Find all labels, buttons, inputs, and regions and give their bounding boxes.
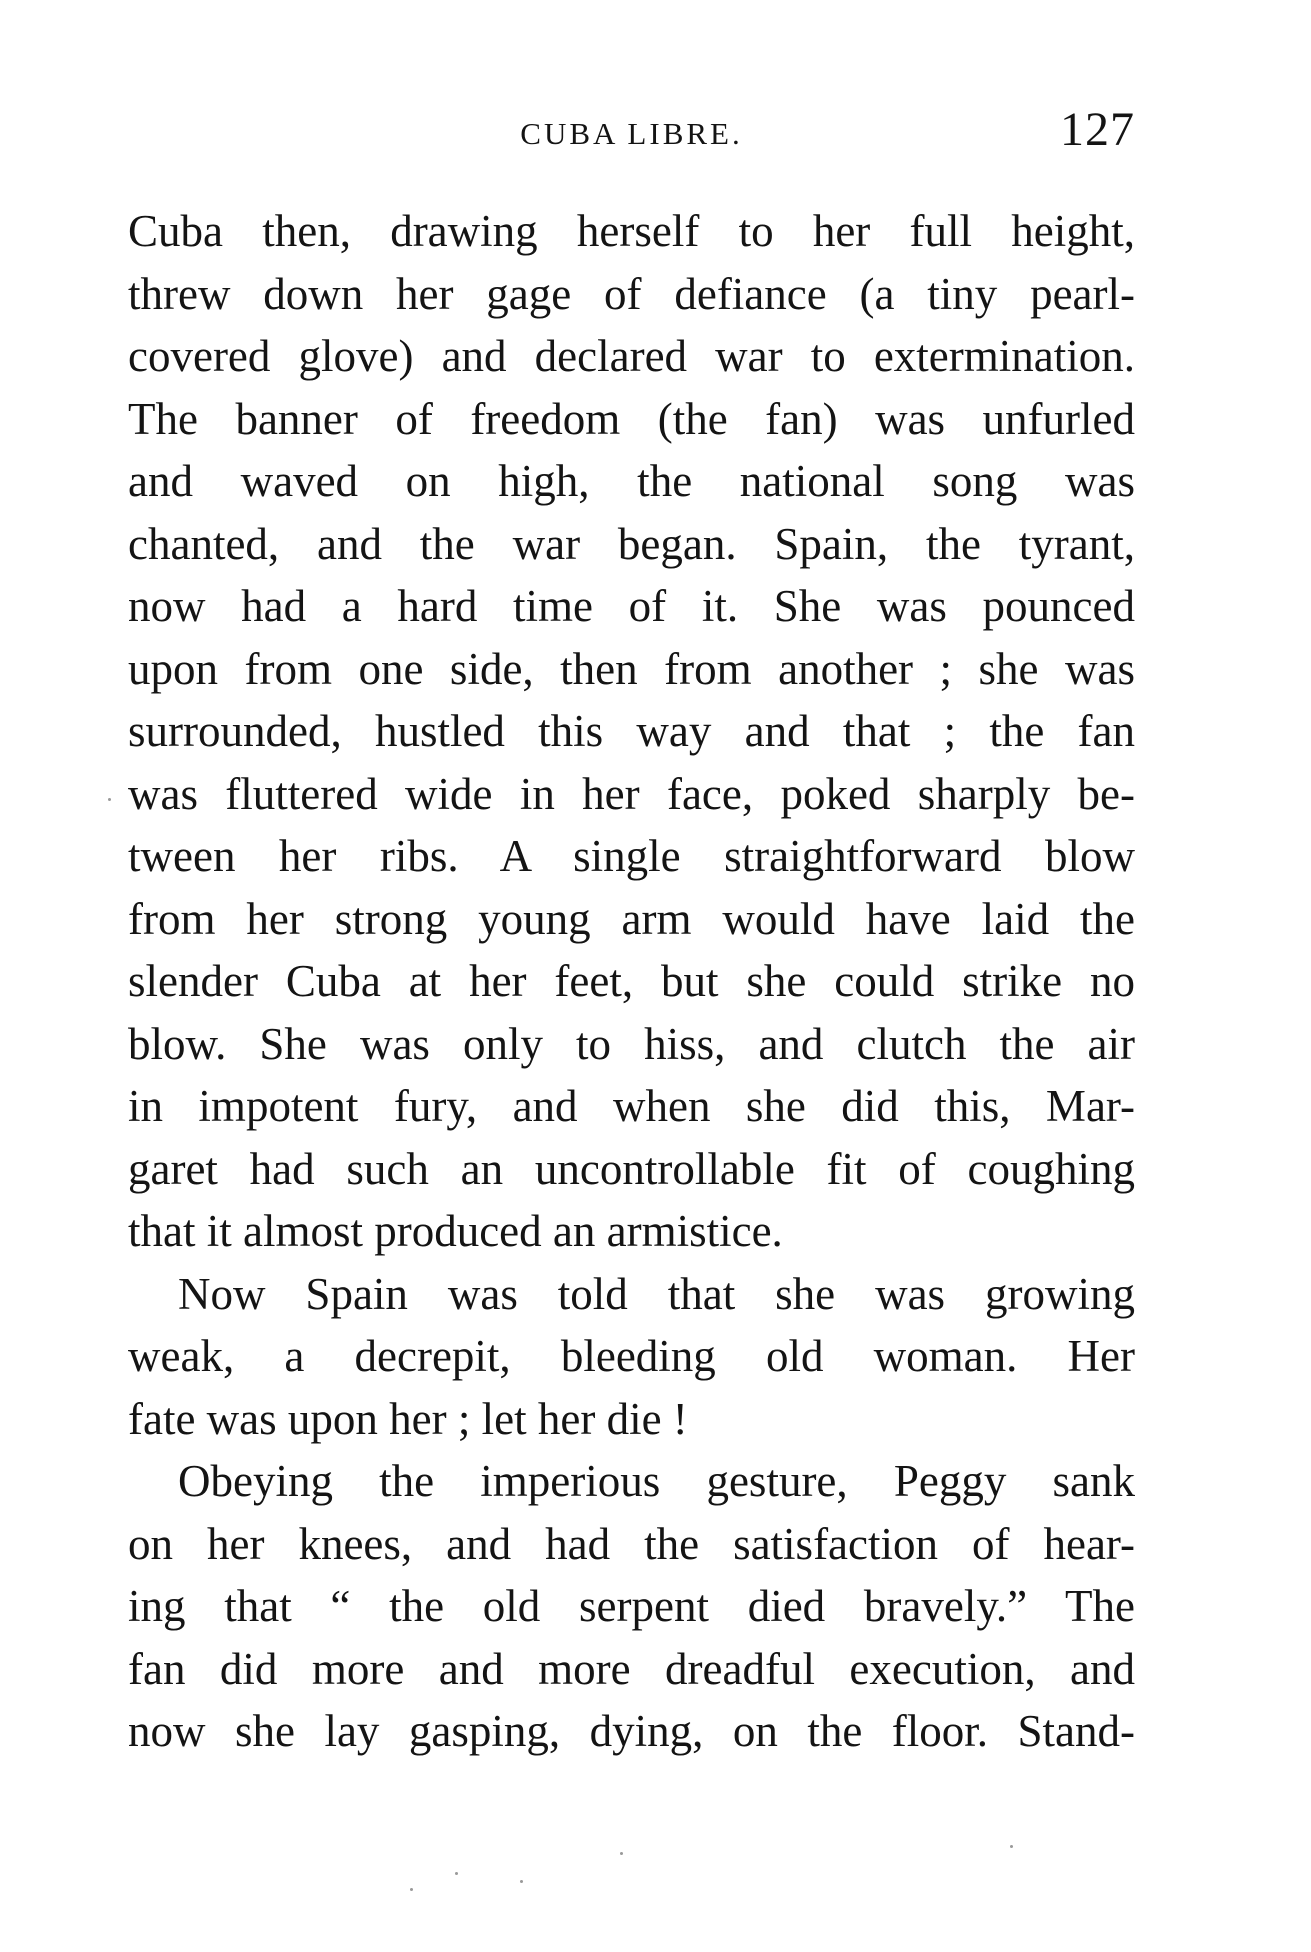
text-line: in impotent fury, and when she did this, Mar-: [128, 1081, 1135, 1131]
text-line: was fluttered wide in her face, poked sharply be-: [128, 768, 1135, 819]
print-speck: [455, 1872, 458, 1875]
text-line: ing that “ the old serpent died bravely.” The: [128, 1581, 1135, 1631]
text-line: on her knees, and had the satisfaction of hear-: [128, 1518, 1135, 1569]
print-speck: [108, 798, 111, 801]
paragraph-start-line: Obeying the imperious gesture, Peggy sank: [178, 1456, 1135, 1506]
text-line: chanted, and the war began. Spain, the tyrant,: [128, 518, 1135, 569]
running-title: CUBA LIBRE.: [520, 116, 743, 151]
text-line: The banner of freedom (the fan) was unfurled: [128, 393, 1135, 444]
text-line: Cuba then, drawing herself to her full height,: [128, 206, 1135, 256]
print-speck: [410, 1888, 413, 1891]
text-line: now had a hard time of it. She was pounced: [128, 581, 1135, 631]
text-line: from her strong young arm would have laid the: [128, 893, 1135, 944]
page-number: 127: [1060, 103, 1135, 156]
text-line: tween her ribs. A single straightforward blow: [128, 831, 1135, 881]
text-line: weak, a decrepit, bleeding old woman. Her: [128, 1331, 1135, 1381]
print-speck: [620, 1852, 623, 1855]
text-line: garet had such an uncontrollable fit of coughing: [128, 1143, 1135, 1194]
text-line: upon from one side, then from another ; she was: [128, 643, 1135, 694]
text-line: surrounded, hustled this way and that ; the fan: [128, 706, 1135, 756]
running-head: [128, 96, 1135, 166]
text-line: fan did more and more dreadful execution, and: [128, 1643, 1135, 1694]
text-line: and waved on high, the national song was: [128, 456, 1135, 506]
print-speck: [1010, 1845, 1013, 1848]
text-line: covered glove) and declared war to extermination.: [128, 331, 1135, 381]
paragraph-start-line: Now Spain was told that she was growing: [178, 1268, 1135, 1319]
paragraph-end-line: fate was upon her ; let her die !: [128, 1393, 688, 1444]
text-line: slender Cuba at her feet, but she could strike no: [128, 956, 1135, 1006]
body-text: [128, 200, 1135, 1763]
text-line: now she lay gasping, dying, on the floor. Stand-: [128, 1706, 1135, 1756]
print-speck: [520, 1880, 523, 1883]
paragraph-end-line: that it almost produced an armistice.: [128, 1206, 783, 1256]
text-line: blow. She was only to hiss, and clutch the air: [128, 1018, 1135, 1069]
text-line: threw down her gage of defiance (a tiny pearl-: [128, 268, 1135, 319]
